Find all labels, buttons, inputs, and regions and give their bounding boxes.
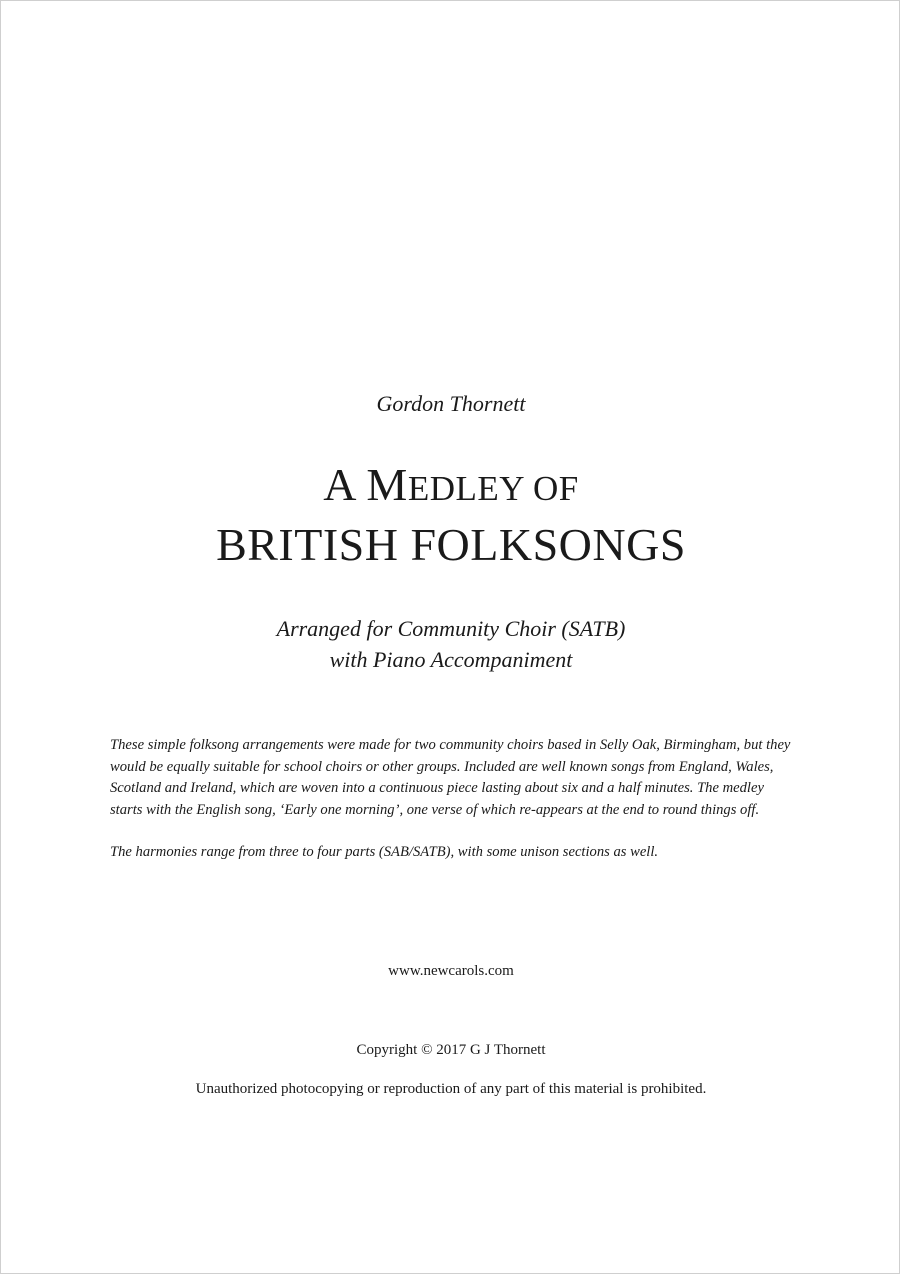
reproduction-notice: Unauthorized photocopying or reproduction of any part of this material is prohibited. <box>195 1081 707 1097</box>
title-line-1-small-caps: EDLEY OF <box>407 469 579 508</box>
composer-name: Gordon Thornett <box>376 391 526 416</box>
website-link[interactable]: www.newcarols.com <box>388 963 514 979</box>
title-line-2: BRITISH FOLKSONGS <box>216 519 686 570</box>
description <box>110 735 800 864</box>
subtitle-line-2: with Piano Accompaniment <box>329 647 573 672</box>
subtitle <box>1 613 900 675</box>
page-title <box>1 457 900 573</box>
description-paragraph-1: These simple folksong arrangements were made for two community choirs based in Selly Oak, Birmingham, but they would be equally suitable for school choirs or other groups. Included are well known songs from England, Wales, Scotland and Ireland, which are woven into a continuous piece lasting about six and a half minutes. The medley starts with the English song, ‘Early one morning’, one verse of which re-appears at the end to round things off. <box>110 737 791 818</box>
copyright-notice: Copyright © 2017 G J Thornett <box>356 1042 546 1058</box>
description-paragraph-2: The harmonies range from three to four parts (SAB/SATB), with some unison sections as well. <box>110 844 659 860</box>
title-line-1 <box>1 457 900 517</box>
title-line-1-caps: A M <box>323 459 408 510</box>
subtitle-line-1: Arranged for Community Choir (SATB) <box>276 616 626 641</box>
